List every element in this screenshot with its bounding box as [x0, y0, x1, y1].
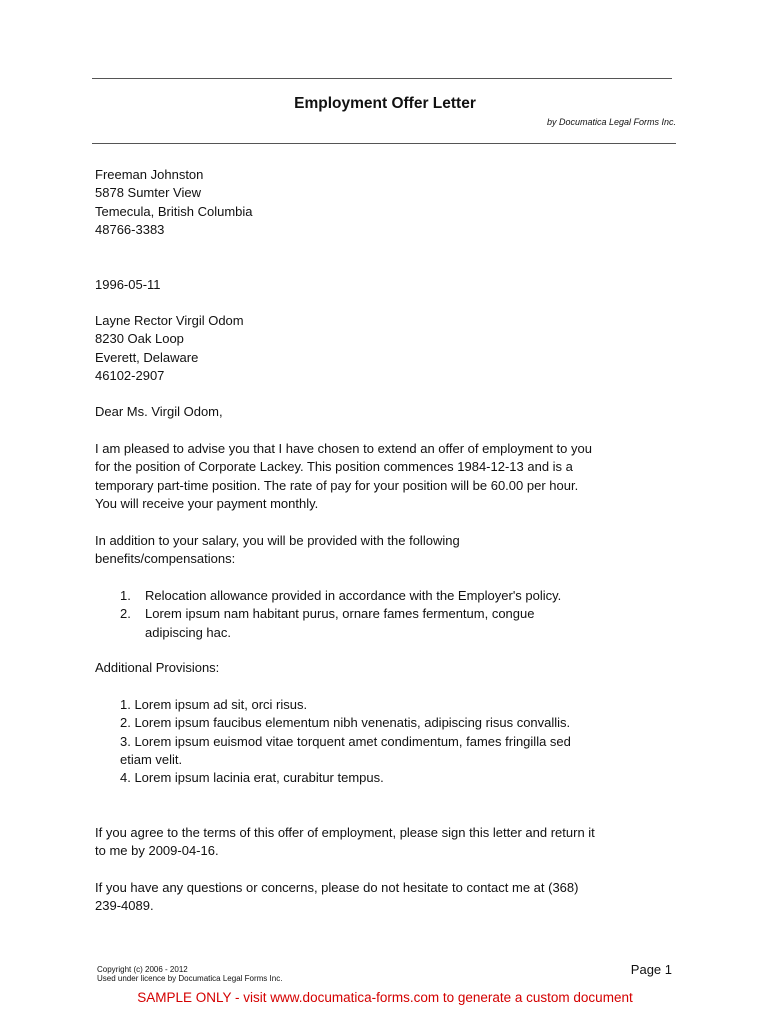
benefits-list: [120, 587, 640, 643]
provisions-list: [120, 696, 660, 787]
letter-date: 1996-05-11: [95, 277, 161, 292]
sender-address: [95, 166, 253, 239]
benefit-text: Relocation allowance provided in accordance with the Employer's policy.: [145, 588, 562, 603]
agree-paragraph: [95, 824, 685, 861]
benefits-intro-line: benefits/compensations:: [95, 551, 236, 567]
sender-city: Temecula, British Columbia: [95, 203, 253, 219]
provision-line: etiam velit.: [120, 751, 183, 767]
offer-paragraph: [95, 440, 685, 513]
benefit-number: 1.: [120, 588, 131, 603]
title-rule: [92, 143, 676, 144]
provisions-heading: Additional Provisions:: [95, 660, 220, 675]
offer-line: I am pleased to advise you that I have chosen to extend an offer of employment to you: [95, 441, 592, 456]
provision-line: 3. Lorem ipsum euismod vitae torquent amet condimentum, fames fringilla sed: [120, 733, 571, 749]
provision-line: 1. Lorem ipsum ad sit, orci risus.: [120, 697, 308, 712]
benefits-intro-line: In addition to your salary, you will be provided with the following: [95, 533, 460, 548]
page-number: Page 1: [630, 962, 672, 977]
sender-street: 5878 Sumter View: [95, 185, 201, 201]
offer-line: temporary part-time position. The rate of pay for your position will be 60.00 per hour.: [95, 477, 579, 493]
contact-line: 239-4089.: [95, 898, 154, 914]
contact-line: If you have any questions or concerns, please do not hesitate to contact me at (368): [95, 880, 579, 895]
recipient-postal: 46102-2907: [95, 367, 165, 383]
top-rule: [92, 78, 672, 79]
recipient-street: 8230 Oak Loop: [95, 331, 184, 347]
benefit-text-line: adipiscing hac.: [145, 624, 231, 640]
sender-name: Freeman Johnston: [95, 167, 204, 182]
salutation: Dear Ms. Virgil Odom,: [95, 404, 223, 419]
licence-line: Used under licence by Documatica Legal Forms Inc.: [97, 974, 283, 983]
copyright-line: Copyright (c) 2006 - 2012: [97, 965, 188, 974]
footer-copyright: [97, 965, 282, 983]
recipient-address: [95, 312, 244, 385]
offer-line: for the position of Corporate Lackey. This position commences 1984-12-13 and is a: [95, 459, 573, 475]
benefit-text-line: Lorem ipsum nam habitant purus, ornare fames fermentum, congue: [145, 606, 535, 622]
provision-line: 4. Lorem ipsum lacinia erat, curabitur tempus.: [120, 770, 384, 786]
byline: by Documatica Legal Forms Inc.: [546, 117, 676, 127]
benefit-number: 2.: [120, 606, 131, 622]
benefit-text: [145, 605, 640, 642]
agree-line: If you agree to the terms of this offer of employment, please sign this letter and return it: [95, 825, 595, 840]
recipient-name: Layne Rector Virgil Odom: [95, 313, 244, 328]
benefits-intro: [95, 532, 685, 569]
document-title: Employment Offer Letter: [294, 95, 476, 112]
sender-postal: 48766-3383: [95, 221, 165, 237]
recipient-city: Everett, Delaware: [95, 349, 199, 365]
provision-line: 2. Lorem ipsum faucibus elementum nibh venenatis, adipiscing risus convallis.: [120, 715, 571, 731]
agree-line: to me by 2009-04-16.: [95, 843, 219, 859]
benefit-item: [120, 587, 640, 605]
benefit-item: [120, 605, 640, 642]
sample-notice-link[interactable]: SAMPLE ONLY - visit www.documatica-forms.com to generate a custom document: [137, 990, 633, 1005]
offer-line: You will receive your payment monthly.: [95, 495, 319, 511]
contact-paragraph: [95, 879, 685, 916]
